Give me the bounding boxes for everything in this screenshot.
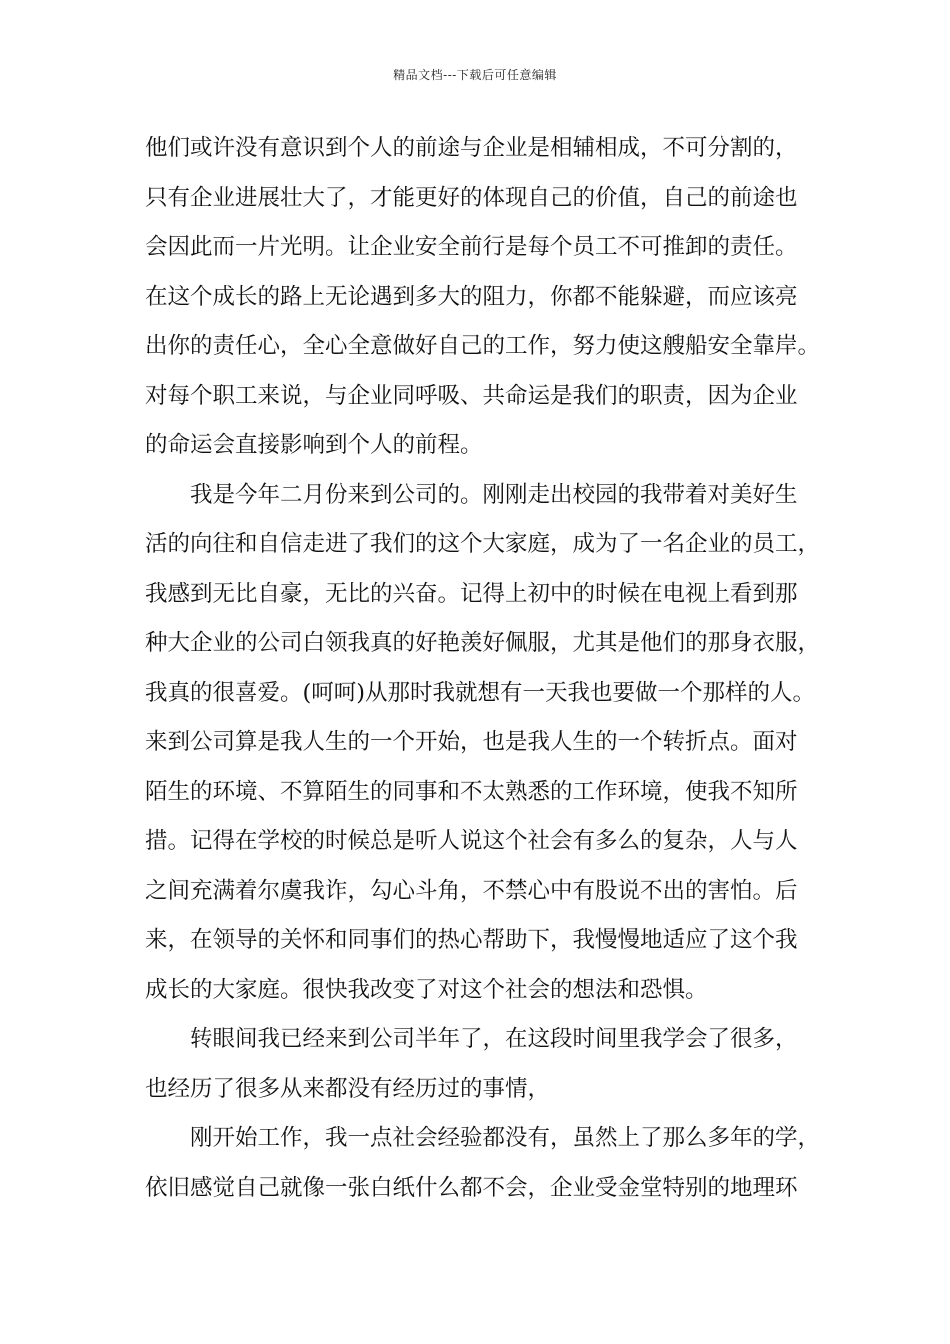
text-line: 成长的大家庭。很快我改变了对这个社会的想法和恐惧。 (145, 976, 708, 1003)
text-line: 的命运会直接影响到个人的前程。 (145, 432, 483, 458)
text-line: 措。记得在学校的时候总是听人说这个社会有多么的复杂，人与人 (145, 828, 798, 854)
text-line: 在这个成长的路上无论遇到多大的阻力，你都不能躲避，而应该亮 (145, 283, 798, 310)
text-line: 来，在领导的关怀和同事们的热心帮助下，我慢慢地适应了这个我 (145, 927, 798, 953)
text-line: 我真的很喜爱。(呵呵)从那时我就想有一天我也要做一个那样的人。 (145, 679, 816, 706)
text-line: 会因此而一片光明。让企业安全前行是每个员工不可推卸的责任。 (145, 234, 798, 260)
text-line: 来到公司算是我人生的一个开始，也是我人生的一个转折点。面对 (145, 729, 798, 755)
text-line: 我感到无比自豪，无比的兴奋。记得上初中的时候在电视上看到那 (145, 580, 798, 607)
text-line: 活的向往和自信走进了我们的这个大家庭，成为了一名企业的员工， (145, 531, 821, 557)
page-header: 精品文档---下载后可任意编辑 (393, 68, 557, 82)
text-line: 种大企业的公司白领我真的好艳羡好佩服，尤其是他们的那身衣服， (145, 630, 821, 656)
text-line: 对每个职工来说，与企业同呼吸、共命运是我们的职责，因为企业 (145, 382, 798, 409)
text-line: 依旧感觉自己就像一张白纸什么都不会，企业受金堂特别的地理环 (145, 1174, 798, 1201)
paragraph-start-line: 刚开始工作，我一点社会经验都没有，虽然上了那么多年的学， (190, 1125, 821, 1151)
document-body (145, 131, 835, 1220)
paragraph-start-line: 转眼间我已经来到公司半年了，在这段时间里我学会了很多， (190, 1026, 798, 1052)
text-line: 出你的责任心，全心全意做好自己的工作，努力使这艘船安全靠岸。 (145, 333, 821, 359)
paragraph-start-line: 我是今年二月份来到公司的。刚刚走出校园的我带着对美好生 (190, 481, 798, 508)
text-line: 只有企业进展壮大了，才能更好的体现自己的价值，自己的前途也 (145, 184, 798, 211)
text-line: 也经历了很多从来都没有经历过的事情， (145, 1075, 551, 1102)
text-line: 陌生的环境、不算陌生的同事和不太熟悉的工作环境，使我不知所 (145, 778, 798, 805)
text-line: 之间充满着尔虞我诈，勾心斗角，不禁心中有股说不出的害怕。后 (145, 877, 798, 904)
text-line: 他们或许没有意识到个人的前途与企业是相辅相成，不可分割的， (145, 135, 798, 161)
